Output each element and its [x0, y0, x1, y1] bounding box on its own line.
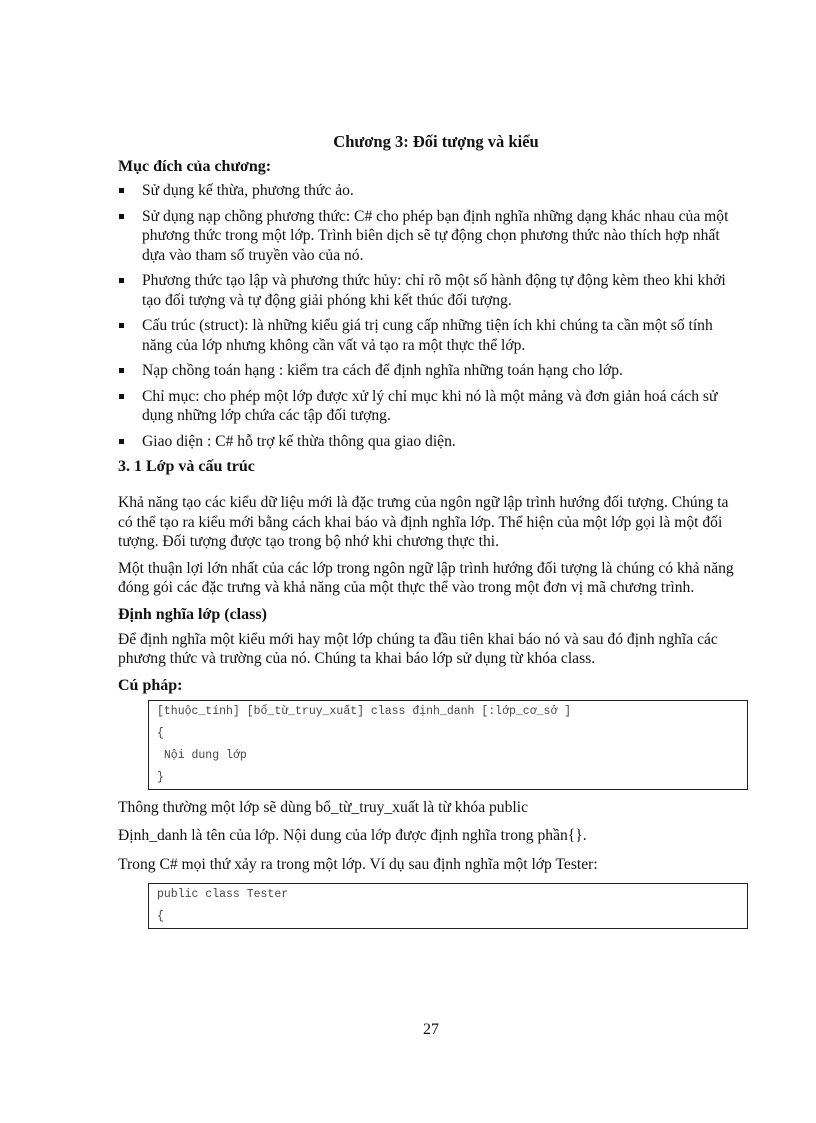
code-line: public class Tester: [157, 888, 289, 901]
list-item: Sử dụng kế thừa, phương thức ảo.: [118, 181, 738, 201]
paragraph: Một thuận lợi lớn nhất của các lớp trong ngôn ngữ lập trình hướng đối tượng là chúng có khả năng đóng gói các đặc trưng và khả năng của một thực thể vào trong một đơn vị mã chương trình.: [118, 559, 734, 596]
example-code-block: [148, 883, 748, 929]
definition-heading: Định nghĩa lớp (class): [118, 605, 267, 623]
list-item: Phương thức tạo lập và phương thức hủy: chỉ rõ một số hành động tự động kèm theo khi khởi tạo đối tượng và tự động giải phóng khi kết thúc đối tượng.: [118, 271, 738, 310]
list-item: Sử dụng nạp chồng phương thức: C# cho phép bạn định nghĩa những dạng khác nhau của một phương thức trong một lớp. Trình biên dịch sẽ tự động chọn phương thức nào thích hợp nhất dựa vào tham số truyền vào của nó.: [118, 207, 738, 266]
page-number: 27: [423, 1021, 439, 1038]
list-item: Chỉ mục: cho phép một lớp được xử lý chỉ mục khi nó là một mảng và đơn giản hoá cách sử dụng những lớp chứa các tập đối tượng.: [118, 387, 738, 426]
syntax-code-block: [148, 700, 748, 790]
syntax-heading: Cú pháp:: [118, 676, 183, 694]
list-item: Cấu trúc (struct): là những kiểu giá trị cung cấp những tiện ích khi chúng ta cần một số tính năng của lớp nhưng không cần vất vả tạo ra một thực thể lớp.: [118, 316, 738, 355]
chapter-title: Chương 3: Đối tượng và kiểu: [333, 132, 539, 151]
square-bullet-icon: [119, 439, 124, 444]
code-line: {: [157, 910, 164, 923]
purpose-heading: Mục đích của chương:: [118, 158, 272, 175]
square-bullet-icon: [119, 323, 124, 328]
square-bullet-icon: [119, 214, 124, 219]
paragraph: Trong C# mọi thứ xảy ra trong một lớp. Ví dụ sau định nghĩa một lớp Tester:: [118, 855, 598, 873]
list-item: Giao diện : C# hỗ trợ kế thừa thông qua giao diện.: [118, 432, 738, 452]
code-line: [thuộc_tính] [bổ_từ_truy_xuất] class định_danh [:lớp_cơ_sở ]: [157, 704, 572, 718]
paragraph: Khả năng tạo các kiểu dữ liệu mới là đặc trưng của ngôn ngữ lập trình hướng đối tượng. Chúng ta có thể tạo ra kiểu mới bằng cách khai báo và định nghĩa lớp. Thể hiện của một lớp gọi là một đối tượng. Đối tượng được tạo trong bộ nhớ khi chương thực thi.: [118, 494, 729, 550]
section-heading: 3. 1 Lớp và cấu trúc: [118, 458, 255, 475]
definition-text: Để định nghĩa một kiểu mới hay một lớp chúng ta đầu tiên khai báo nó và sau đó định nghĩa các phương thức và trường của nó. Chúng ta khai báo lớp sử dụng từ khóa class.: [118, 630, 718, 667]
purpose-list: [118, 181, 738, 451]
code-line: {: [157, 726, 164, 740]
paragraph: Định_danh là tên của lớp. Nội dung của lớp được định nghĩa trong phần{}.: [118, 827, 587, 844]
square-bullet-icon: [119, 394, 124, 399]
code-line: Nội dung lớp: [157, 748, 247, 762]
document-page: [118, 128, 738, 929]
square-bullet-icon: [119, 278, 124, 283]
square-bullet-icon: [119, 188, 124, 193]
square-bullet-icon: [119, 368, 124, 373]
paragraph: Thông thường một lớp sẽ dùng bổ_từ_truy_xuất là từ khóa public: [118, 798, 528, 816]
list-item: Nạp chồng toán hạng : kiểm tra cách để định nghĩa những toán hạng cho lớp.: [118, 361, 738, 381]
code-line: }: [157, 770, 164, 784]
